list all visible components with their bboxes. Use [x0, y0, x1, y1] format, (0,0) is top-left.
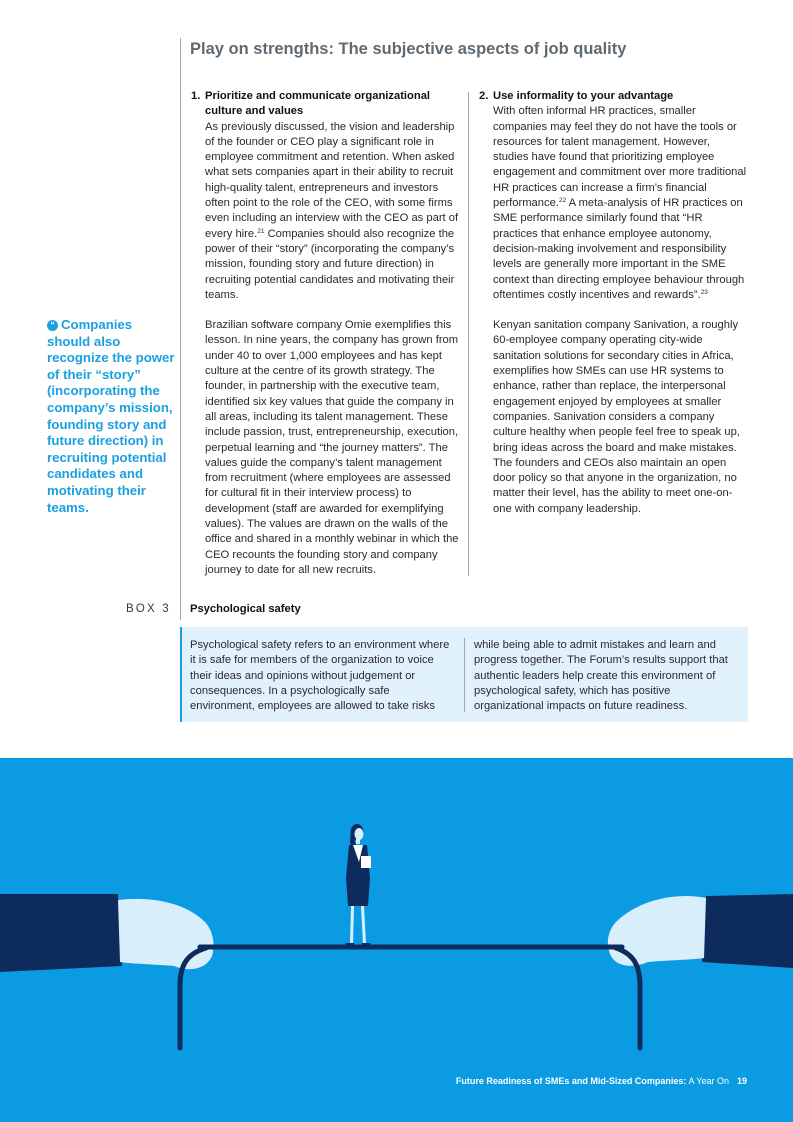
left-column: [191, 89, 463, 593]
report-subtitle: A Year On: [686, 1076, 729, 1086]
pull-quote-text: Companies should also recognize the power of their “story” (incorporating the company’s mission, founding story and future direction) in recruiting potential candidates and motivating their teams.: [47, 317, 175, 515]
section-2-paragraph-2: Kenyan sanitation company Sanivation, a roughly 60-employee company operating city-wide sanitation solutions for secondary cities in Africa, exemplifies how SMEs can use HR systems to enhance, rather than replace, the interpersonal engagement enjoyed by employees at smaller companies. Sanivation considers a company culture healthy when people feel free to speak up, bring ideas across the board and make mistakes. The founders and CEOs also maintain an open door policy so that anyone in the organization, no matter their level, has the ability to meet one-on-one with company leadership.: [493, 319, 740, 515]
footnote-ref-22: 22: [558, 197, 567, 205]
footnote-ref-21: 21: [257, 227, 265, 235]
right-sleeve: [702, 894, 793, 968]
illustration: [0, 758, 793, 1122]
section-1-paragraph-1: As previously discussed, the vision and leadership of the founder or CEO play a significant role in employee commitment and retention. When asked what sets companies apart in their ability to recruit high-quality talent, entrepreneurs and investors often point to the role of the CEO, with some firms even including an interview with the CEO as part of every hire.$^{21}$ Companies should also recognize the power of their “story” (incorporating the company’s mission, founding story and future direction) in recruiting potential candidates and motivating their teams.: [205, 120, 459, 301]
right-column: [479, 89, 747, 532]
footnote-ref-23: 23: [700, 288, 708, 296]
box-title: Psychological safety: [190, 603, 301, 615]
box-divider: [464, 638, 465, 712]
box-rule: [180, 598, 181, 620]
section-1-paragraph-2: Brazilian software company Omie exemplifies this lesson. In nine years, the company has grown from under 40 to over 1,000 employees and has kept culture at the centre of its growth strategy. The founder, in partnership with the executive team, identified six key values that guide the company in all areas, including its talent management. These include passion, trust, entrepreneurship, execution, perpetual learning and “the journey matters”. The values guide the company’s talent management from recruitment (where employees are assessed for cultural fit in their interview process) to development (staff are awarded for exemplifying values). The values are drawn on the walls of the office and shared in a monthly webinar in which the CEO recounts the founding story and company journey to date for all new recruits.: [205, 319, 459, 576]
section-2-paragraph-1: With often informal HR practices, smaller companies may feel they do not have the tools or resources for talent management. However, studies have found that prioritizing employee engagement and commitment over more traditional HR practices can increase a firm’s financial performance.$^{22}$ A meta-analysis of HR practices on SME performance similarly found that “HR practices that enhance employee autonomy, decision-making involvement and responsibility levels are generally more important in the SME context than directing employee behaviour through oftentimes costly incentives and rewards”.$^{23}$: [493, 105, 747, 301]
section-2-heading: [479, 89, 747, 104]
section-2-number: 2.: [479, 90, 489, 102]
section-2-heading-text: Use informality to your advantage: [493, 90, 674, 102]
column-divider: [468, 92, 469, 576]
quote-icon: “: [47, 320, 58, 331]
left-sleeve: [0, 894, 122, 972]
section-1-heading-line2: culture and values: [205, 105, 304, 118]
section-1-number: 1.: [191, 90, 201, 102]
box-text-col-1: Psychological safety refers to an environment where it is safe for members of the organization to voice their ideas and opinions without judgement or consequences. In a psychologically safe environment, employees are allowed to take risks: [190, 639, 450, 713]
section-1-heading-line1: Prioritize and communicate organizational: [205, 90, 431, 102]
box-text-col-2: while being able to admit mistakes and learn and progress together. The Forum’s results support that authentic leaders help create this environment of psychological safety, which has positive organizational impacts on future readiness.: [474, 639, 728, 713]
page-number: 19: [736, 1076, 747, 1086]
page-title: Play on strengths: The subjective aspects of job quality: [190, 40, 627, 58]
report-title: Future Readiness of SMEs and Mid-Sized Companies:: [455, 1076, 687, 1086]
section-1-heading: [191, 89, 463, 120]
box-label: BOX 3: [126, 603, 171, 615]
title-rule: [180, 38, 181, 600]
page-footer: [456, 1076, 747, 1086]
pull-quote: [47, 317, 175, 516]
